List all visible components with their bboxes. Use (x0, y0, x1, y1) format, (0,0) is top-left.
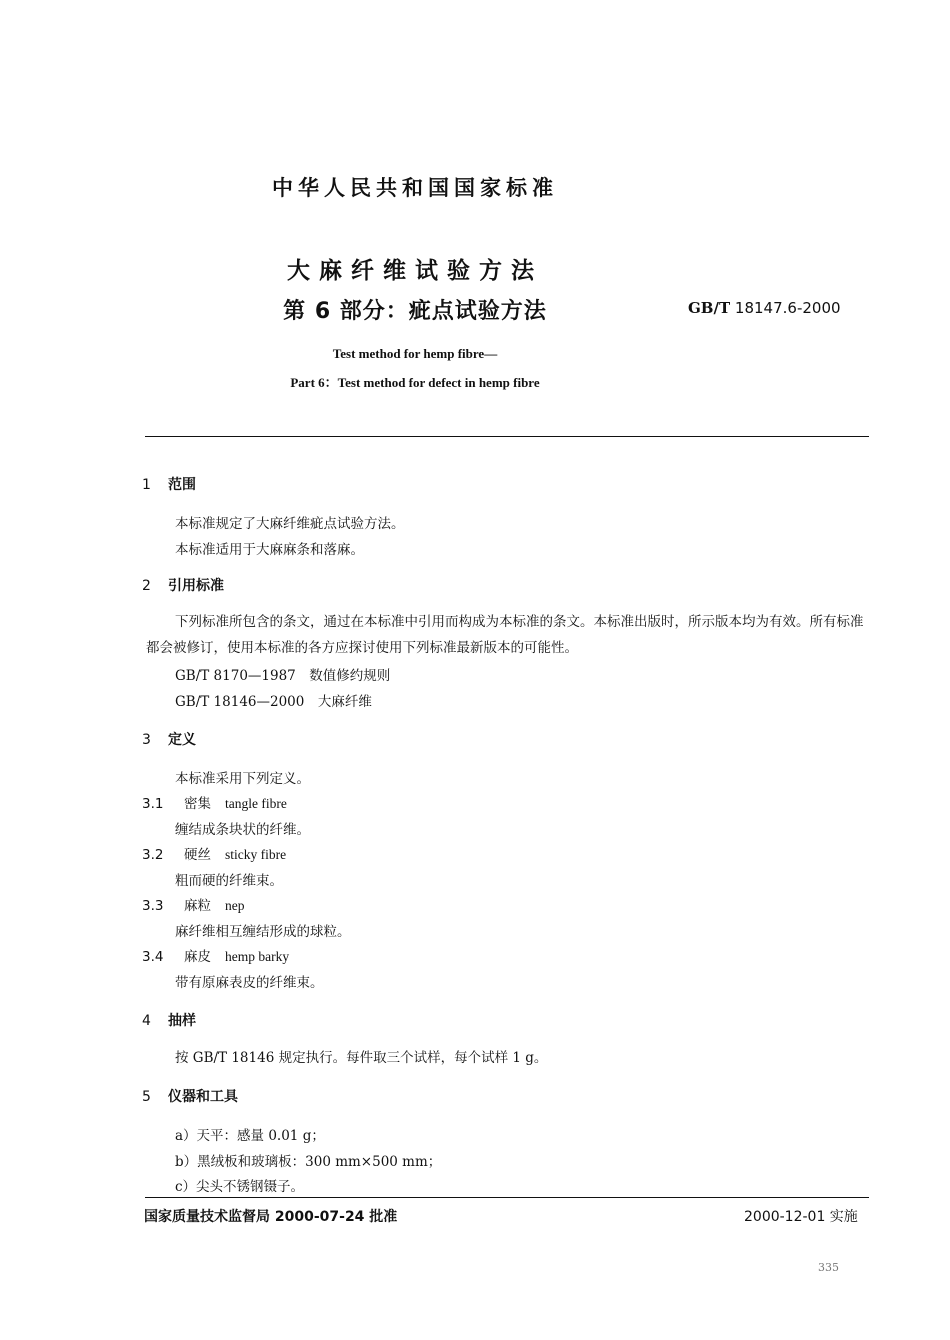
document-subtitle: 第 6 部分：疵点试验方法 (283, 299, 547, 324)
header-divider (145, 436, 869, 437)
term-number: 3.4 (142, 949, 164, 965)
term-entry (142, 843, 286, 863)
term-english: hemp barky (225, 949, 290, 964)
term-chinese: 麻粒 (184, 898, 211, 914)
reference-item: GB/T 8170—1987 数值修约规则 (175, 668, 391, 684)
term-english: sticky fibre (225, 847, 287, 862)
english-subtitle: Part 6：Test method for defect in hemp fibre (290, 375, 540, 390)
standard-code: 18147.6-2000 (734, 299, 841, 317)
term-definition: 粗而硬的纤维束。 (175, 873, 283, 889)
effective-date: 2000-12-01 实施 (744, 1209, 858, 1225)
footer-divider (145, 1197, 869, 1198)
section-title: 仪器和工具 (168, 1089, 238, 1105)
section-title: 定义 (168, 732, 196, 748)
section-heading (142, 729, 196, 749)
paragraph: 本标准采用下列定义。 (175, 771, 310, 787)
term-english: nep (225, 898, 245, 913)
term-definition: 缠结成条块状的纤维。 (175, 822, 310, 838)
term-entry (142, 792, 287, 812)
term-number: 3.1 (142, 796, 164, 812)
section-number: 5 (142, 1089, 151, 1105)
term-chinese: 密集 (184, 796, 211, 812)
term-chinese: 麻皮 (184, 949, 211, 965)
section-heading (142, 474, 196, 494)
issuing-authority: 中华人民共和国国家标准 (272, 176, 558, 200)
document-title: 大麻纤维试验方法 (287, 258, 543, 284)
section-title: 范围 (168, 477, 196, 493)
section-title: 引用标准 (168, 578, 224, 594)
list-item: b）黑绒板和玻璃板：300 mm×500 mm； (175, 1154, 442, 1170)
paragraph: 本标准规定了大麻纤维疵点试验方法。 (175, 516, 405, 532)
term-entry (142, 945, 289, 965)
section-number: 4 (142, 1013, 151, 1029)
standard-number (688, 299, 841, 317)
approval-date: 国家质量技术监督局 2000-07-24 批准 (144, 1209, 398, 1225)
paragraph: 下列标准所包含的条文，通过在本标准中引用而构成为本标准的条文。本标准出版时，所示版本均为有效。所有标准都会被修订，使用本标准的各方应探讨使用下列标准最新版本的可能性。 (146, 614, 864, 656)
term-definition: 带有原麻表皮的纤维束。 (175, 975, 324, 991)
list-item: c）尖头不锈钢镊子。 (175, 1179, 305, 1195)
term-entry (142, 894, 245, 914)
term-number: 3.2 (142, 847, 164, 863)
section-title: 抽样 (168, 1013, 196, 1029)
section-heading (142, 575, 224, 595)
section-number: 2 (142, 578, 151, 594)
english-title: Test method for hemp fibre— (332, 346, 498, 361)
section-number: 3 (142, 732, 151, 748)
paragraph: 本标准适用于大麻麻条和落麻。 (175, 542, 364, 558)
standard-prefix: GB/T (688, 299, 731, 317)
reference-item: GB/T 18146—2000 大麻纤维 (175, 694, 372, 710)
term-chinese: 硬丝 (184, 847, 211, 863)
section-heading (142, 1010, 196, 1030)
paragraph: 按 GB/T 18146 规定执行。每件取三个试样，每个试样 1 g。 (175, 1050, 548, 1066)
term-number: 3.3 (142, 898, 164, 914)
term-english: tangle fibre (225, 796, 287, 811)
section-number: 1 (142, 477, 151, 493)
term-definition: 麻纤维相互缠结形成的球粒。 (175, 924, 351, 940)
list-item: a）天平：感量 0.01 g； (175, 1128, 325, 1144)
page-number: 335 (818, 1261, 839, 1274)
section-heading (142, 1086, 238, 1106)
